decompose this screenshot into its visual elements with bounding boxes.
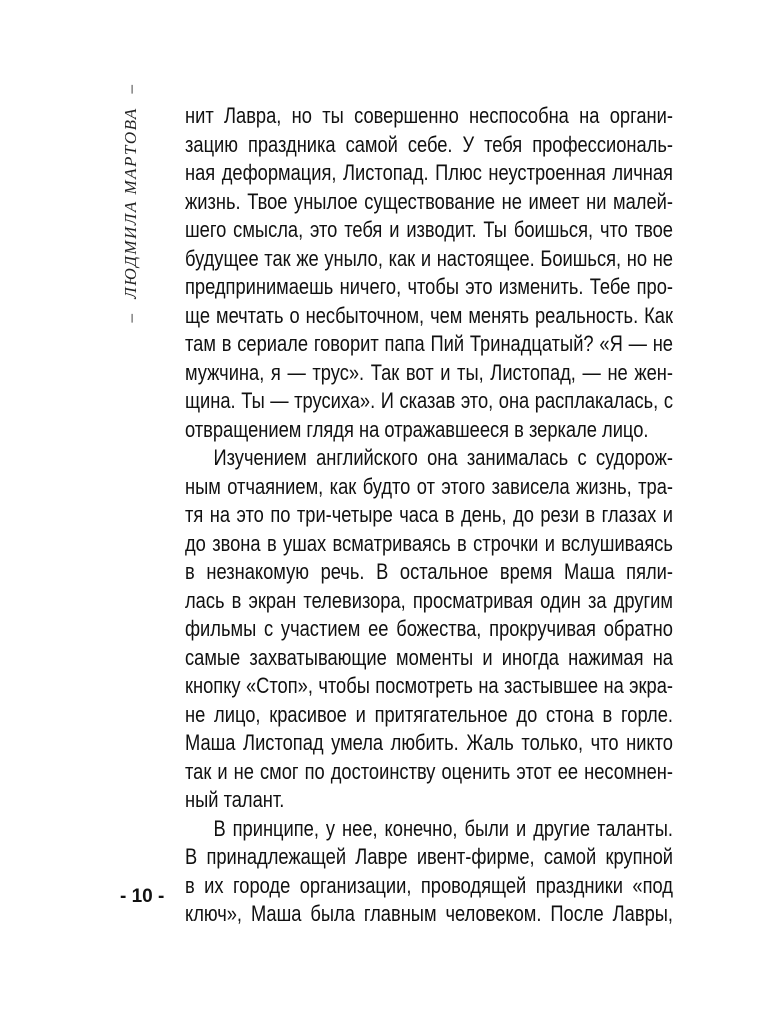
text-line: В принципе, у нее, конечно, были и другие таланты. <box>213 815 673 841</box>
page-number: - 10 - <box>120 886 165 907</box>
text-line: фильмы с участием ее божества, прокручивая обратно <box>185 616 673 641</box>
text-line: Изучением английского она занималась с судорож- <box>213 445 673 470</box>
running-head-dash: – <box>121 83 140 94</box>
running-head-author-name: ЛЮДМИЛА МАРТОВА <box>121 107 140 299</box>
text-line: будущее так же уныло, как и настоящее. Боишься, но не <box>185 245 673 271</box>
text-line: ще мечтать о несбыточном, чем менять реальность. Как <box>185 302 673 328</box>
text-line: ключ», Маша была главным человеком. После Лавры, <box>185 901 673 926</box>
text-line: не лицо, красивое и притягательное до стона в горле. <box>185 701 673 727</box>
text-line: ным отчаянием, как будто от этого зависела жизнь, тра- <box>185 473 673 499</box>
text-line: шего смысла, это тебя и изводит. Ты боишься, что твое <box>185 217 673 242</box>
text-line: Маша Листопад умела любить. Жаль только, что никто <box>185 730 673 755</box>
text-line: так и не смог по достоинству оценить этот ее несомнен- <box>185 758 673 784</box>
text-line: мужчина, я — трус». Так вот и ты, Листопад, — не жен- <box>185 359 673 385</box>
paragraph <box>185 444 673 815</box>
text-line: тя на это по три-четыре часа в день, до рези в глазах и <box>185 502 673 527</box>
text-line: там в сериале говорит папа Пий Тринадцатый? «Я — не <box>185 331 673 356</box>
text-line: В принадлежащей Лавре ивент-фирме, самой крупной <box>185 844 673 869</box>
text-line: зацию праздника самой себе. У тебя профессиональ- <box>185 131 673 157</box>
text-line: в их городе организации, проводящей праздники «под <box>185 872 673 898</box>
body-text <box>185 102 673 929</box>
text-line: нит Лавра, но ты совершенно неспособна на органи- <box>185 103 673 128</box>
text-line: жизнь. Твое унылое существование не имеет ни малей- <box>185 188 673 214</box>
text-line: ный талант. <box>185 787 285 812</box>
text-line: кнопку «Стоп», чтобы посмотреть на застывшее на экра- <box>185 673 673 698</box>
running-head-dash: – <box>121 312 140 323</box>
text-line: до звона в ушах всматриваясь в строчки и вслушиваясь <box>185 530 673 556</box>
paragraph <box>185 102 673 444</box>
text-line: самые захватывающие моменты и иногда нажимая на <box>185 644 673 670</box>
text-line: отвращением глядя на отражавшееся в зеркале лицо. <box>185 416 649 442</box>
text-line: ная деформация, Листопад. Плюс неустроенная личная <box>185 160 673 185</box>
text-line: предпринимаешь ничего, чтобы это изменить. Тебе про- <box>185 274 673 299</box>
running-head-author <box>121 79 141 326</box>
text-line: щина. Ты — трусиха». И сказав это, она расплакалась, с <box>185 388 673 413</box>
text-line: в незнакомую речь. В остальное время Маша пяли- <box>185 559 673 584</box>
text-line: лась в экран телевизора, просматривая один за другим <box>185 587 673 613</box>
paragraph <box>185 815 673 929</box>
